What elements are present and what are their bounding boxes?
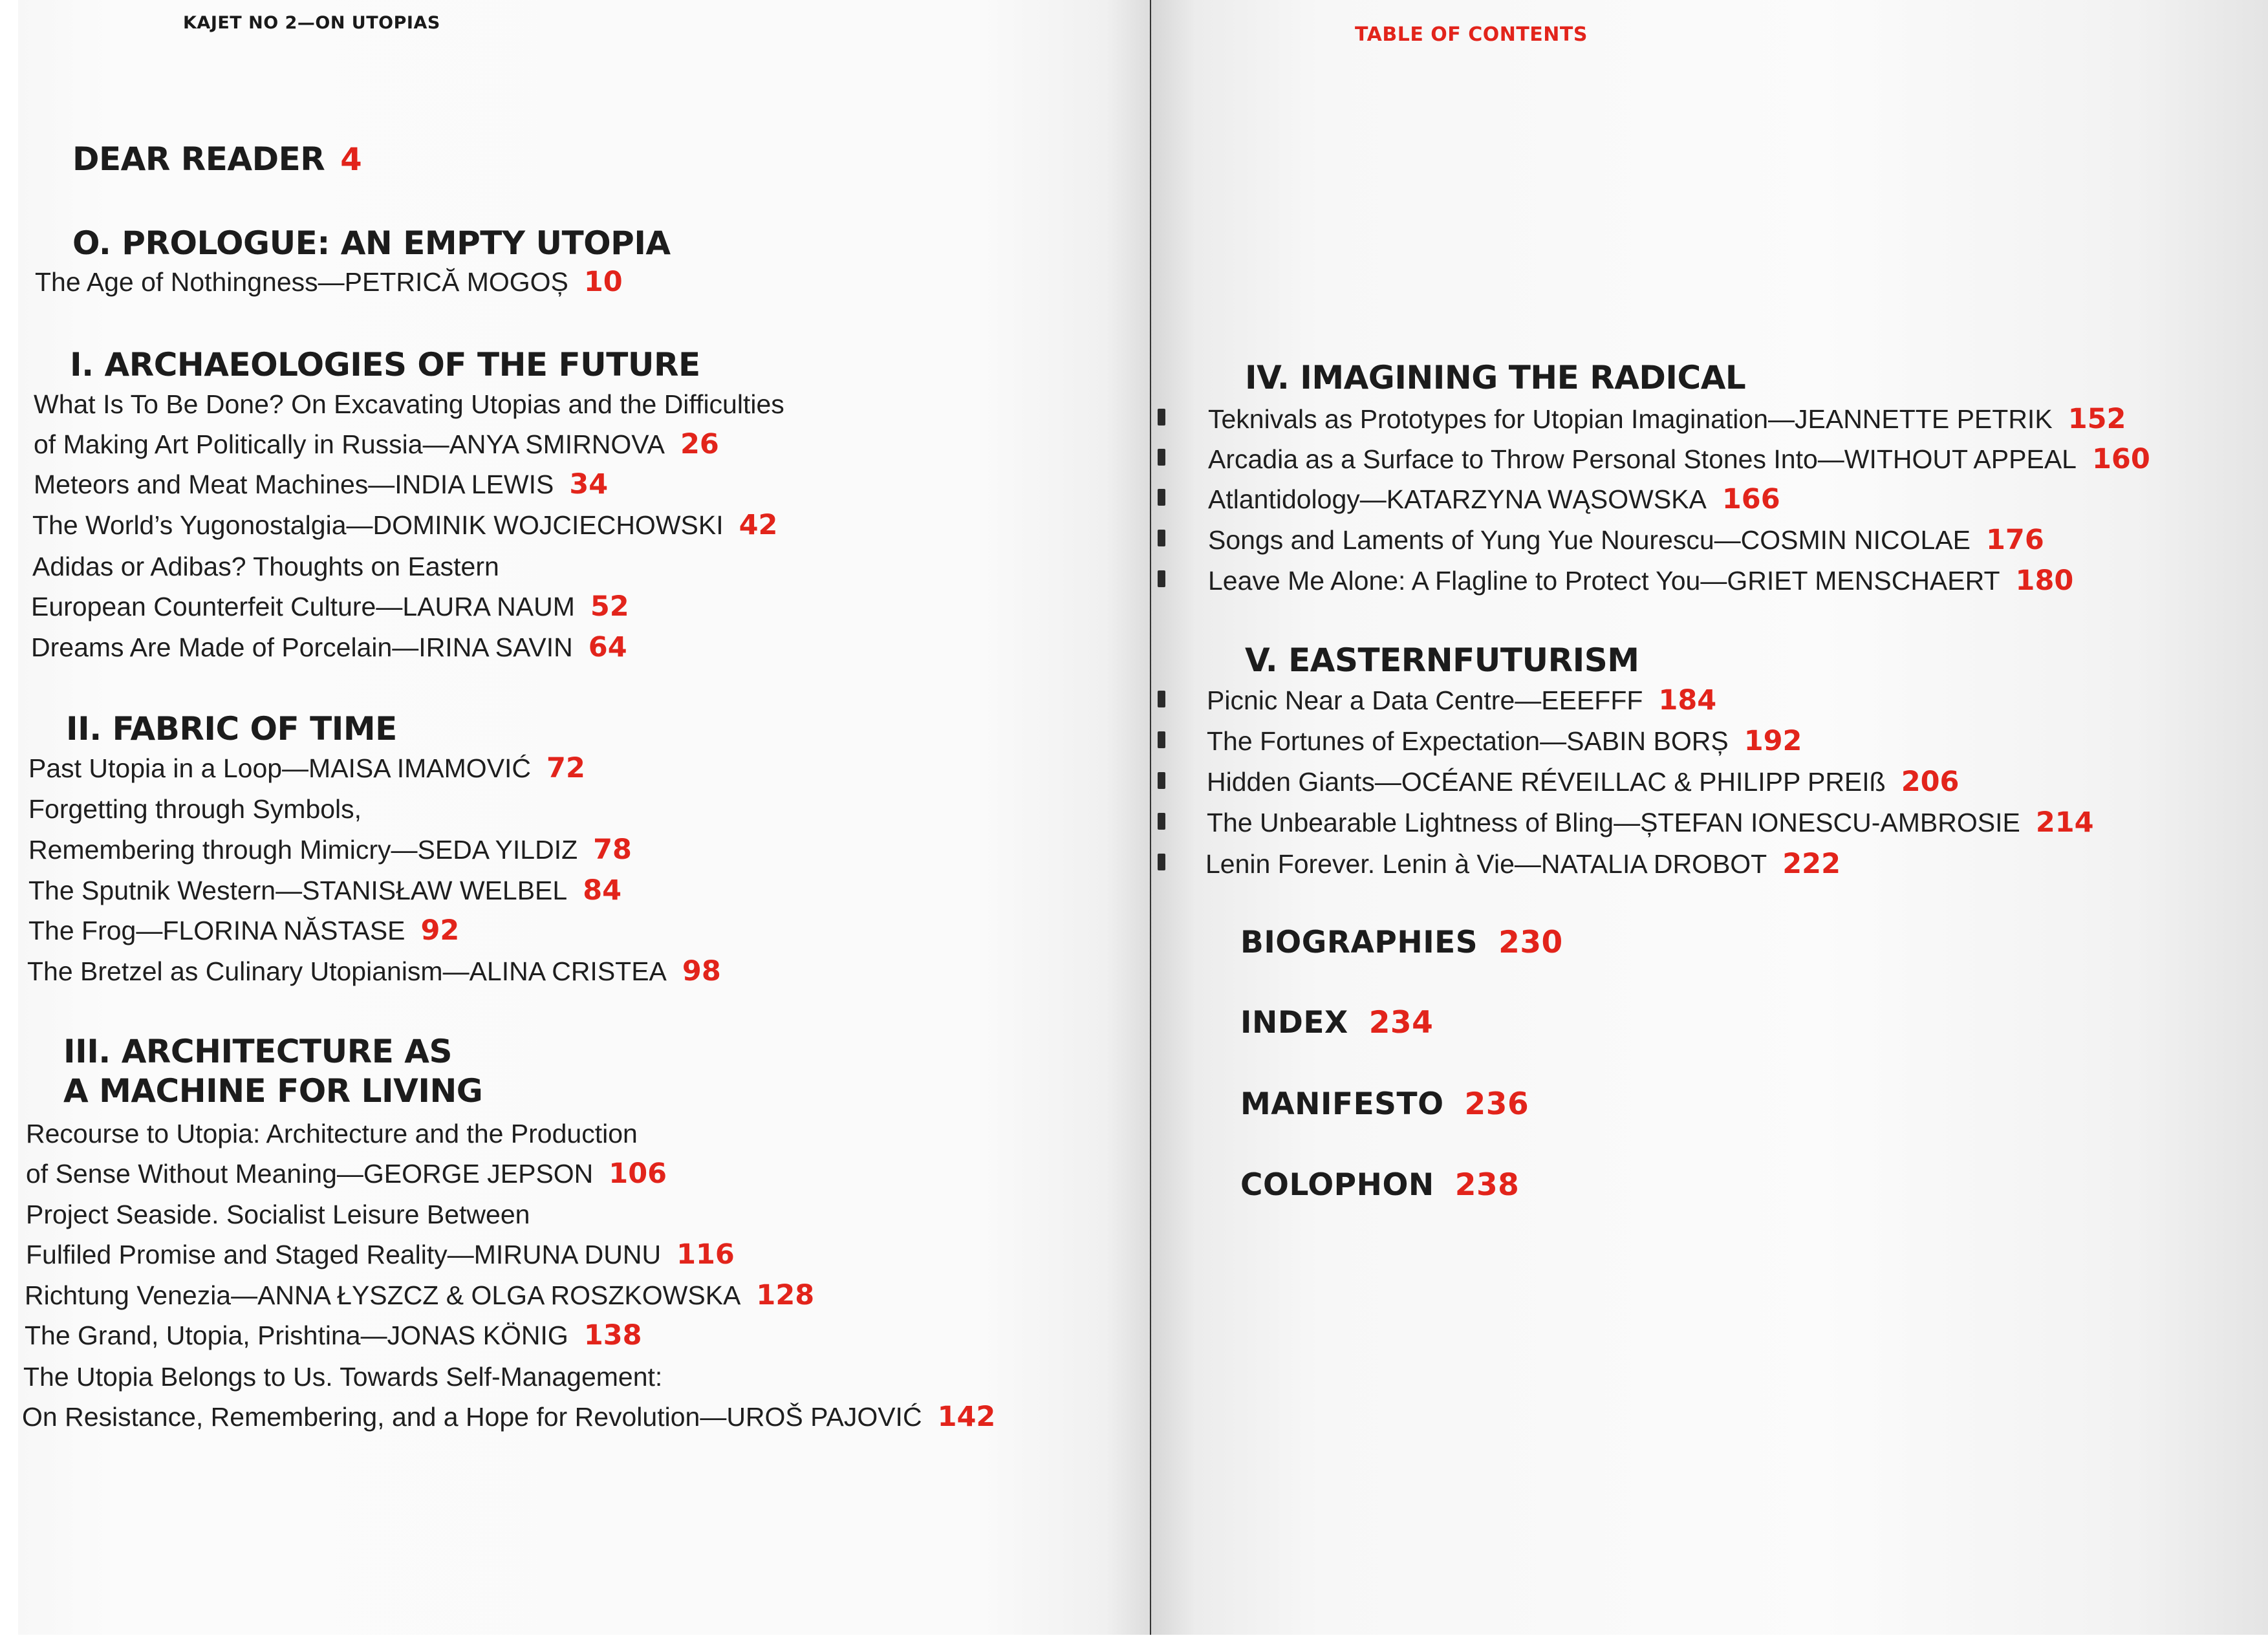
page-number: 10 (583, 266, 623, 298)
edge-mark (1158, 570, 1165, 587)
entry-text: Teknivals as Prototypes for Utopian Imagination—JEANNETTE PETRIK (1208, 404, 2053, 434)
toc-entry (26, 1158, 667, 1190)
toc-entry (1207, 806, 2094, 839)
entry-text: Past Utopia in a Loop—MAISA IMAMOVIĆ (28, 753, 532, 783)
page-number: 166 (1722, 483, 1780, 515)
entry-text: Lenin Forever. Lenin à Vie—NATALIA DROBOT (1205, 849, 1767, 879)
running-head-left: KAJET NO 2—ON UTOPIAS (183, 13, 440, 33)
page-number: 160 (2091, 443, 2150, 475)
page-number: 106 (609, 1158, 667, 1190)
page-number: 138 (583, 1319, 642, 1352)
entry-text: The Frog—FLORINA NĂSTASE (28, 916, 405, 945)
section-3-heading-line-2: A MACHINE FOR LIVING (63, 1072, 483, 1110)
toc-entry (1207, 684, 1716, 717)
page-number: 230 (1498, 925, 1563, 960)
page-number: 64 (588, 631, 627, 663)
toc-entry (27, 955, 721, 987)
entry-text: Dreams Are Made of Porcelain—IRINA SAVIN (31, 632, 573, 662)
entry-text: of Sense Without Meaning—GEORGE JEPSON (26, 1159, 594, 1189)
prologue-heading: O. PROLOGUE: AN EMPTY UTOPIA (72, 224, 671, 262)
page-number: 26 (680, 428, 719, 460)
entry-text: The Sputnik Western—STANISŁAW WELBEL (28, 876, 568, 905)
toc-entry (26, 1117, 638, 1150)
entry-text: The Bretzel as Culinary Utopianism—ALINA CRISTEA (27, 956, 667, 986)
toc-entry (28, 874, 621, 907)
edge-mark (1158, 530, 1165, 546)
edge-mark (1158, 409, 1165, 426)
entry-text: What Is To Be Done? On Excavating Utopias and the Difficulties (34, 389, 784, 419)
page-number: 72 (546, 752, 585, 784)
page-number: 34 (569, 468, 609, 501)
page-number: 206 (1901, 766, 1960, 798)
page-number: 214 (2035, 806, 2094, 839)
scan-margin (0, 1635, 2268, 1649)
toc-entry (35, 266, 623, 298)
page-number: 222 (1782, 848, 1841, 880)
edge-mark (1158, 854, 1165, 870)
edge-mark (1158, 449, 1165, 466)
edge-mark (1158, 731, 1165, 748)
section-5-heading: V. EASTERNFUTURISM (1245, 641, 1639, 679)
entry-text: The Utopia Belongs to Us. Towards Self-Management: (23, 1362, 663, 1392)
entry-text: Atlantidology—KATARZYNA WĄSOWSKA (1208, 484, 1707, 514)
page-number: 4 (340, 142, 362, 178)
index-heading (1240, 1005, 1433, 1040)
back-matter-title: INDEX (1240, 1005, 1348, 1040)
entry-text: Meteors and Meat Machines—INDIA LEWIS (34, 469, 554, 499)
entry-text: The World’s Yugonostalgia—DOMINIK WOJCIECHOWSKI (32, 510, 724, 540)
page-number: 184 (1658, 684, 1717, 717)
page-edge-marks (1158, 0, 1168, 1635)
page-number: 98 (682, 955, 721, 987)
entry-text: Project Seaside. Socialist Leisure Between (26, 1200, 530, 1229)
toc-entry (1208, 565, 2073, 597)
page-number: 176 (1986, 524, 2044, 556)
section-3-heading-line-1: III. ARCHITECTURE AS (63, 1033, 452, 1070)
page-number: 238 (1454, 1167, 1520, 1203)
page-number: 52 (590, 590, 629, 623)
page-number: 84 (583, 874, 622, 907)
toc-entry (1208, 524, 2044, 556)
dear-reader-heading (72, 139, 362, 180)
toc-entry (28, 752, 585, 784)
page-number: 236 (1464, 1086, 1529, 1122)
entry-text: Hidden Giants—OCÉANE RÉVEILLAC & PHILIPP PREIß (1207, 767, 1886, 797)
biographies-heading (1240, 925, 1563, 960)
section-2-heading: II. FABRIC OF TIME (66, 710, 397, 748)
back-matter-title: MANIFESTO (1240, 1086, 1444, 1122)
page-number: 42 (739, 509, 778, 541)
edge-mark (1158, 489, 1165, 506)
toc-entry (25, 1279, 814, 1311)
back-matter-title: BIOGRAPHIES (1240, 925, 1478, 960)
right-page (1151, 0, 2268, 1635)
page-number: 142 (937, 1401, 996, 1433)
entry-text: Fulfiled Promise and Staged Reality—MIRUNA DUNU (26, 1240, 662, 1269)
toc-entry (1205, 848, 1841, 880)
page-number: 128 (756, 1279, 815, 1311)
page-number: 92 (420, 914, 460, 947)
page-number: 116 (676, 1238, 735, 1271)
entry-text: The Grand, Utopia, Prishtina—JONAS KÖNIG (25, 1320, 568, 1350)
entry-text: of Making Art Politically in Russia—ANYA SMIRNOVA (34, 429, 665, 459)
colophon-heading (1240, 1167, 1519, 1203)
left-page (18, 0, 1151, 1635)
toc-entry (1208, 403, 2126, 435)
entry-text: Forgetting through Symbols, (28, 794, 362, 824)
entry-text: Picnic Near a Data Centre—EEEFFF (1207, 685, 1643, 715)
edge-mark (1158, 772, 1165, 789)
entry-text: Songs and Laments of Yung Yue Nourescu—COSMIN NICOLAE (1208, 525, 1971, 555)
running-head-right: TABLE OF CONTENTS (1355, 23, 1588, 46)
toc-entry (31, 631, 627, 663)
entry-text: Leave Me Alone: A Flagline to Protect You—GRIET MENSCHAERT (1208, 566, 2000, 596)
toc-entry (28, 793, 362, 825)
toc-entry (23, 1361, 662, 1393)
dear-reader-title: DEAR READER (72, 140, 325, 178)
entry-text: On Resistance, Remembering, and a Hope for Revolution—UROŠ PAJOVIĆ (22, 1402, 922, 1432)
page-number: 234 (1368, 1005, 1434, 1040)
toc-entry (31, 590, 629, 623)
entry-text: Richtung Venezia—ANNA ŁYSZCZ & OLGA ROSZKOWSKA (25, 1280, 741, 1310)
entry-text: European Counterfeit Culture—LAURA NAUM (31, 592, 575, 621)
edge-mark (1158, 813, 1165, 830)
toc-entry (1207, 766, 1959, 798)
toc-entry (26, 1238, 735, 1271)
toc-entry (32, 509, 777, 541)
toc-entry (1208, 483, 1780, 515)
page-number: 152 (2068, 403, 2126, 435)
entry-text: Arcadia as a Surface to Throw Personal Stones Into—WITHOUT APPEAL (1208, 444, 2077, 474)
toc-entry (28, 914, 459, 947)
toc-entry (25, 1319, 642, 1352)
section-1-heading: I. ARCHAEOLOGIES OF THE FUTURE (70, 346, 700, 383)
manifesto-heading (1240, 1086, 1529, 1122)
toc-entry (34, 428, 719, 460)
entry-text: Remembering through Mimicry—SEDA YILDIZ (28, 835, 578, 865)
page-number: 78 (593, 834, 632, 866)
toc-entry (26, 1198, 530, 1231)
toc-entry (32, 550, 499, 583)
entry-text: The Fortunes of Expectation—SABIN BORȘ (1207, 726, 1729, 756)
entry-text: The Age of Nothingness—PETRICĂ MOGOȘ (35, 267, 568, 297)
back-matter-title: COLOPHON (1240, 1167, 1434, 1203)
edge-mark (1158, 691, 1165, 707)
entry-text: Adidas or Adibas? Thoughts on Eastern (32, 552, 499, 581)
toc-entry (22, 1401, 995, 1433)
entry-text: Recourse to Utopia: Architecture and the Production (26, 1119, 638, 1148)
page-number: 180 (2015, 565, 2074, 597)
toc-entry (34, 388, 784, 420)
section-4-heading: IV. IMAGINING THE RADICAL (1245, 359, 1746, 396)
page-number: 192 (1744, 725, 1802, 757)
toc-entry (34, 468, 608, 501)
entry-text: The Unbearable Lightness of Bling—ȘTEFAN IONESCU-AMBROSIE (1207, 808, 2020, 837)
toc-entry (1207, 725, 1802, 757)
toc-entry (1208, 443, 2150, 475)
toc-entry (28, 834, 632, 866)
